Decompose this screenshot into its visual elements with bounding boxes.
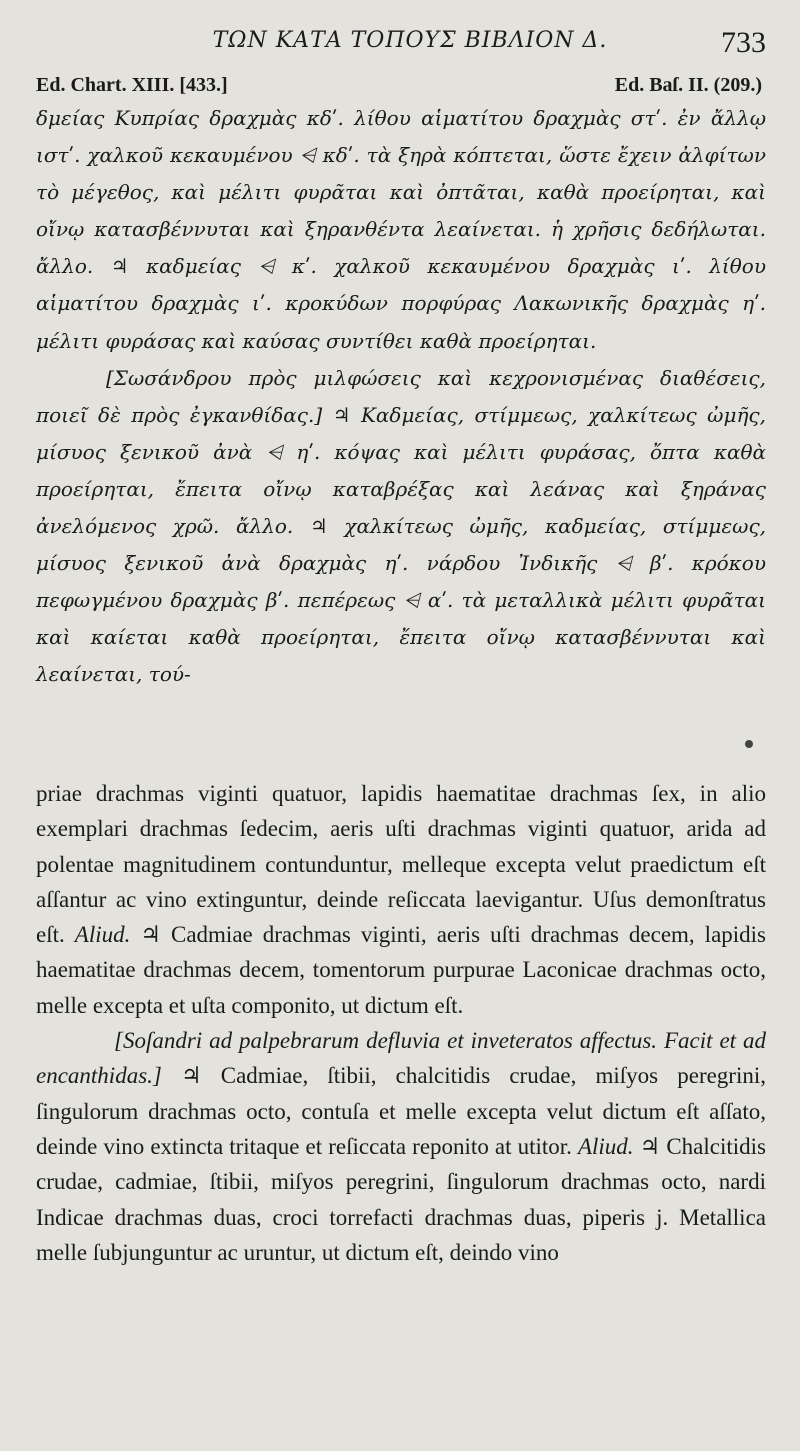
greek-paragraph-2: [Σωσάνδρου πρὸς μιλφώσεις καὶ κεχρονισμένας διαθέσεις, ποιεῖ δὲ πρὸς ἐγκανθίδας.] ♃ Καδμείας, στίμμεως, χαλκίτεως ὠμῆς, μίσυος ξενικοῦ ἀνὰ ⩤ ηʹ. κόψας καὶ μέλιτι φυράσας, ὄπτα καθὰ προείρηται, ἔπειτα οἴνῳ καταβρέξας καὶ λεάνας καὶ ξηράνας ἀνελόμενος χρῶ. ἄλλο. ♃ χαλκίτεως ὠμῆς, καδμείας, στίμμεως, μίσυος ξενικοῦ ἀνὰ δραχμὰς ηʹ. νάρδου Ἰνδικῆς ⩤ βʹ. κρόκου πεφωγμένου δραχμὰς βʹ. πεπέρεως ⩤ αʹ. τὰ μεταλλικὰ μέλιτι φυρᾶται καὶ καίεται καθὰ προείρηται, ἔπειτα οἴνῳ κατασβέννυται καὶ λεαίνεται, τού- xyxy=(36,365,766,687)
edition-reference-right: Ed. Baſ. II. (209.) xyxy=(614,74,762,96)
aliud-label-2: Aliud. xyxy=(577,1133,634,1159)
latin-text-block xyxy=(36,776,766,1270)
greek-text-block xyxy=(36,100,766,694)
edition-reference-left: Ed. Chart. XIII. [433.] xyxy=(36,74,228,96)
latin-text-2: ♃ Cadmiae, ſtibii, chalcitidis crudae, miſyos peregrini, ſingulorum drachmas octo, contuſa et melle excepta velut dictum eſt aſſato, deinde vino extincta tritaque et reſiccata reponito at utitor. xyxy=(36,1063,766,1159)
latin-text-1b: ♃ Cadmiae drachmas viginti, aeris uſti drachmas decem, lapidis haematitae drachmas decem, tomentorum purpurae Laconicae drachmas octo, melle excepta et uſta componito, ut dictum eſt. xyxy=(36,922,767,1018)
latin-text-1: priae drachmas viginti quatuor, lapidis haematitae drachmas ſex, in alio exemplari drachmas ſedecim, aeris uſti drachmas viginti quatuor, arida ad polentae magnitudinem contunduntur, melleque excepta velut praedictum eſt aſſantur ac vino extinguntur, deinde reſiccata laevigantur. Uſus demonſtratus eſt. xyxy=(36,781,766,948)
page-number: 733 xyxy=(721,26,766,59)
aliud-label-1: Aliud. xyxy=(74,922,131,948)
rubric: [Soſandri ad palpebrarum defluvia et inveteratos affectus. Facit et ad encanthidas.] xyxy=(36,1028,766,1089)
latin-text-2b: ♃ Chalcitidis crudae, cadmiae, ſtibii, miſyos peregrini, ſingulorum drachmas octo, nardi Indicae drachmas duas, croci torrefacti drachmas duas, piperis j. Metallica melle ſubjunguntur ac uruntur, ut dictum eſt, deindo vino xyxy=(36,1133,766,1265)
latin-paragraph-1 xyxy=(36,776,766,1023)
ink-spot xyxy=(745,740,753,748)
running-title: ΤΩΝ ΚΑΤΑ ΤΟΠΟΥΣ ΒΙΒΛΙΟΝ Δ. xyxy=(212,28,608,53)
greek-paragraph-1: δμείας Κυπρίας δραχμὰς κδʹ. λίθου αἱματίτου δραχμὰς στʹ. ἐν ἄλλῳ ιστʹ. χαλκοῦ κεκαυμένου ⩤ κδʹ. τὰ ξηρὰ κόπτεται, ὥστε ἔχειν ἀλφίτων τὸ μέγεθος, καὶ μέλιτι φυρᾶται καὶ ὀπτᾶται, καθὰ προείρηται, καὶ οἴνῳ κατασβέννυται καὶ ξηρανθέντα λεαίνεται. ἡ χρῆσις δεδήλωται. ἄλλο. ♃ καδμείας ⩤ κʹ. χαλκοῦ κεκαυμένου δραχμὰς ιʹ. λίθου αἱματίτου δραχμὰς ιʹ. κροκύδων πορφύρας Λακωνικῆς δραχμὰς ηʹ. μέλιτι φυράσας καὶ καύσας συντίθει καθὰ προείρηται. xyxy=(36,106,766,353)
latin-paragraph-2 xyxy=(36,1023,766,1270)
